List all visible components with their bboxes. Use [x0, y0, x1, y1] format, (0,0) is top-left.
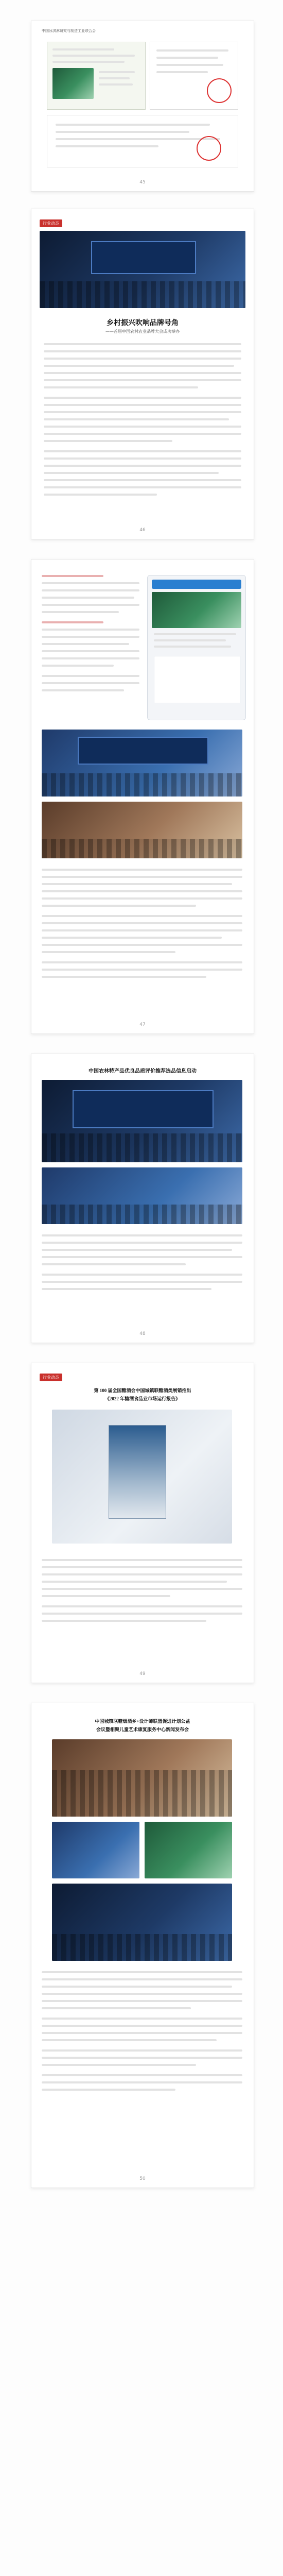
certificate-document [150, 42, 238, 110]
phone-screenshot [147, 575, 246, 720]
red-seal-icon [197, 136, 221, 161]
left-column-text [42, 575, 139, 714]
article-body-lines [42, 869, 242, 1003]
page-number: 49 [139, 1671, 146, 1676]
article-subtitle: ——首届中国农村农业品牌大会成功举办 [105, 329, 180, 334]
red-seal-icon [207, 78, 232, 103]
section-tag: 行业动态 [40, 1374, 62, 1381]
page-number: 46 [139, 528, 146, 533]
presentation-photo [145, 1822, 232, 1878]
section-tag: 行业动态 [40, 219, 62, 227]
document-page-4 [31, 1054, 254, 1343]
article-title-line-2: 《2022 年糖酒食品业市场运行报告》 [104, 1396, 181, 1401]
article-body-lines [44, 343, 241, 518]
document-page-6 [31, 1703, 254, 2188]
page-header: 中国冰淇淋研究与制造工业联合会 [42, 29, 96, 33]
page-number: 45 [139, 180, 146, 185]
audience-photo [52, 1884, 232, 1961]
group-photo [52, 1739, 232, 1817]
page-number: 48 [139, 1331, 146, 1336]
launch-ceremony-photo [42, 1167, 242, 1224]
launch-stage-photo [42, 1080, 242, 1162]
document-page-1 [31, 21, 254, 192]
document-page-3 [31, 559, 254, 1034]
document-page-2 [31, 209, 254, 539]
signing-photo [52, 1822, 139, 1878]
lower-document [47, 115, 238, 167]
article-title: 中国农林特产品优良品质评价推荐选品信息启动 [89, 1069, 197, 1074]
conference-photo [40, 231, 245, 308]
article-title-line-1: 中国城镇联糖烟酒乡+设计师联盟促进计划公益 [95, 1719, 190, 1724]
page-number: 50 [139, 2176, 146, 2181]
report-book-photo [52, 1410, 232, 1544]
event-photo [42, 730, 242, 796]
article-body-lines [42, 1234, 242, 1317]
scanned-document [47, 42, 146, 110]
page-number: 47 [139, 1022, 146, 1027]
article-title-line-1: 第 100 届全国糖酒会中国城镇联糖酒类展销推出 [94, 1388, 191, 1393]
document-page-5 [31, 1363, 254, 1683]
article-body-lines [42, 1971, 242, 2157]
award-photo [42, 802, 242, 858]
article-title-line-2: 会议暨相聚儿童艺术康复服务中心新闻发布会 [96, 1727, 189, 1732]
article-body-lines [42, 1559, 242, 1662]
article-title: 乡村振兴吹响品牌号角 [107, 319, 179, 327]
